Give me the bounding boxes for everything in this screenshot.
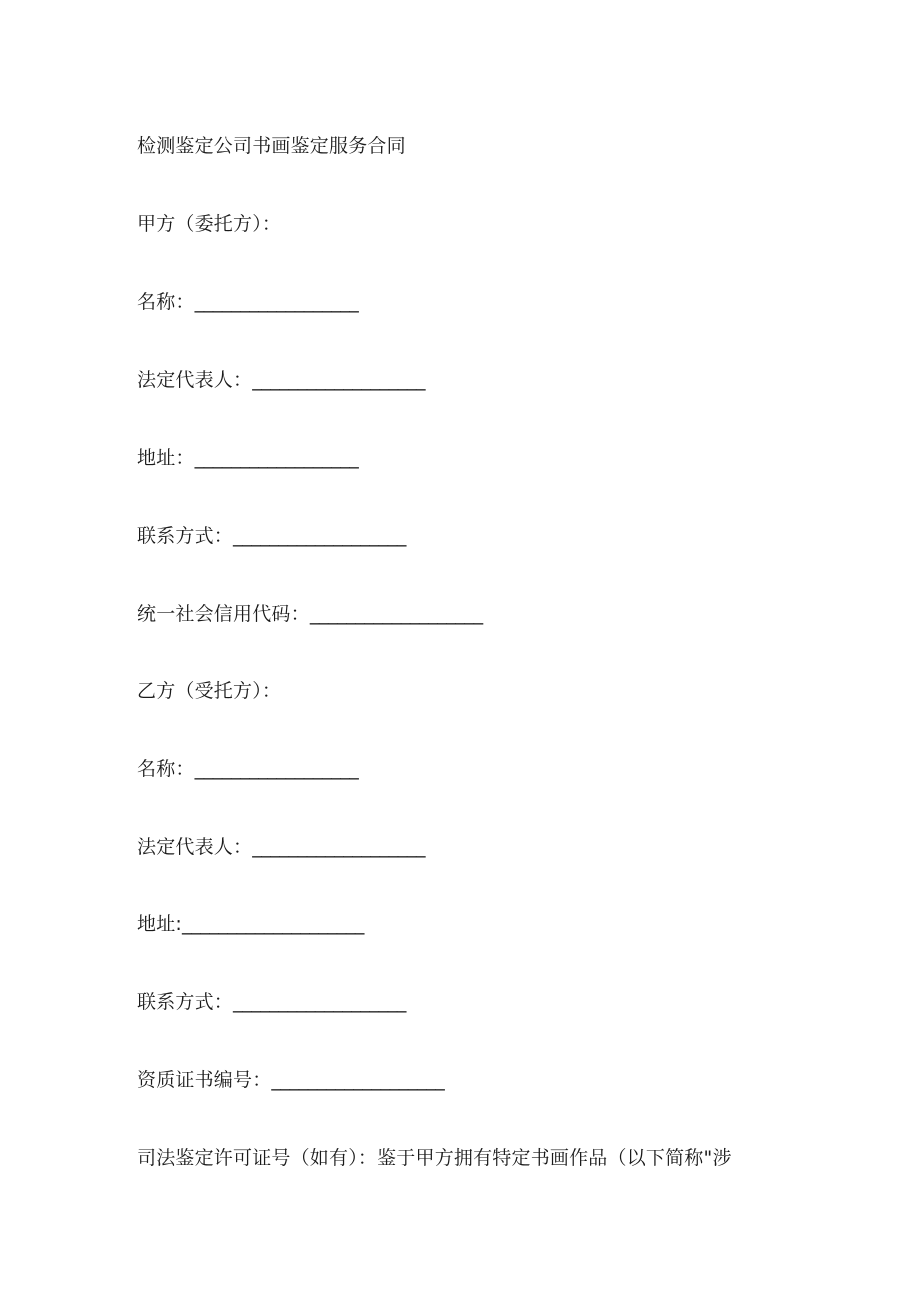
party-b-address-field [137,912,364,936]
party-a-contact-field [137,524,406,548]
party-a-heading: 甲方（委托方）： [137,213,282,235]
field-label: 地址： [137,447,195,469]
party-a-representative-field [137,368,425,392]
fill-in-blank: ___________________ [252,369,426,391]
field-label: 联系方式： [137,525,234,547]
field-label: 法定代表人： [137,369,253,391]
field-label: 地址: [137,913,183,935]
party-b-name-field [137,757,358,781]
document-title: 检测鉴定公司书画鉴定服务合同 [137,135,406,157]
license-and-recital-paragraph: 司法鉴定许可证号（如有）：鉴于甲方拥有特定书画作品（以下简称"涉 [137,1147,732,1169]
party-b-representative-field [137,835,425,859]
party-a-address-field [137,446,358,470]
party-b-contact-field [137,990,406,1014]
fill-in-blank: ___________________ [271,1069,445,1091]
field-label: 联系方式： [137,991,234,1013]
fill-in-blank: ___________________ [309,603,483,625]
field-label: 名称： [137,758,195,780]
fill-in-blank: ___________________ [252,836,426,858]
fill-in-blank: ___________________ [233,991,406,1013]
fill-in-blank: __________________ [194,291,359,313]
party-a-credit-code-field [137,602,483,626]
fill-in-blank: ____________________ [182,913,365,935]
field-label: 名称： [137,291,195,313]
field-label: 资质证书编号： [137,1069,272,1091]
field-label: 法定代表人： [137,836,253,858]
field-label: 统一社会信用代码： [137,603,310,625]
fill-in-blank: ___________________ [233,525,406,547]
fill-in-blank: __________________ [194,447,359,469]
party-a-name-field [137,290,358,314]
fill-in-blank: __________________ [194,758,359,780]
party-b-heading: 乙方（受托方）： [137,680,282,702]
party-b-qualification-field [137,1068,444,1092]
